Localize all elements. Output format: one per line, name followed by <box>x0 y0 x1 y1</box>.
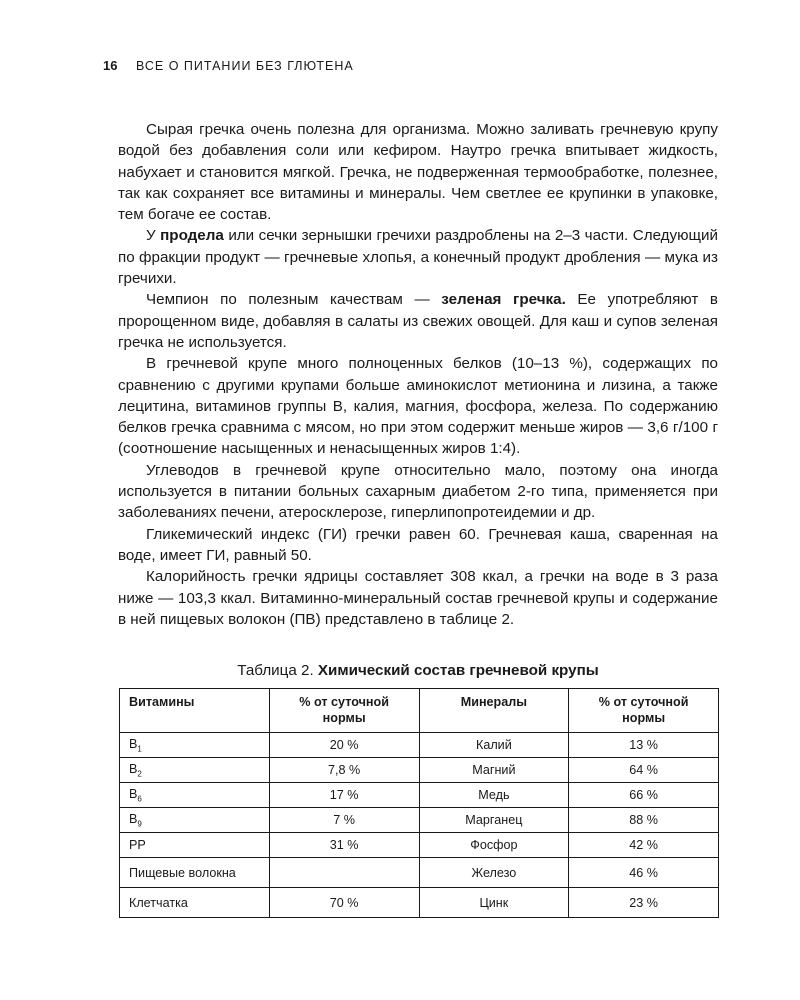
mineral-pct: 46 % <box>569 858 719 888</box>
vitamin-name <box>120 808 270 833</box>
mineral-pct: 66 % <box>569 783 719 808</box>
paragraph-text: Ее употребляют в пророщенном виде, добавляя в салаты из свежих овощей. Для каш и супов зеленая гречка не используется. <box>118 291 718 351</box>
body-text <box>118 119 718 630</box>
table-header-row <box>120 689 719 733</box>
running-head <box>103 58 354 73</box>
vitamin-subscript: 2 <box>137 769 142 779</box>
header-mineral-pct: % от суточной нормы <box>569 689 719 733</box>
header-minerals: Минералы <box>419 689 569 733</box>
vitamin-letter: B <box>129 736 138 751</box>
running-title: ВСЕ О ПИТАНИИ БЕЗ ГЛЮТЕНА <box>135 59 354 73</box>
fiber-name: Клетчатка <box>120 888 270 918</box>
paragraph-6: Гликемический индекс (ГИ) гречки равен 60. Гречневая каша, сваренная на воде, имеет ГИ, равный 50. <box>118 525 718 564</box>
vitamin-pct: 7,8 % <box>269 758 419 783</box>
page-number: 16 <box>103 58 118 73</box>
mineral-pct: 23 % <box>569 888 719 918</box>
table-caption <box>118 662 718 679</box>
vitamin-name <box>120 783 270 808</box>
vitamin-subscript: 9 <box>137 819 142 829</box>
paragraph-text: или сечки зернышки гречихи раздроблены на 2–3 части. Следующий по фракции продукт — гречневые хлопья, а конечный продукт дробления — мука из гречихи. <box>118 227 718 288</box>
paragraph-7: Калорийность гречки ядрицы составляет 308 ккал, а гречки на воде в 3 раза ниже — 103,3 ккал. Витаминно-минеральный состав гречневой крупы и содержание в ней пищевых волокон (ПВ) представлено в таблице 2. <box>118 568 718 628</box>
mineral-name: Марганец <box>419 808 569 833</box>
mineral-name: Магний <box>419 758 569 783</box>
header-vitamins: Витамины <box>120 689 270 733</box>
vitamin-subscript: 1 <box>137 744 142 754</box>
mineral-name: Железо <box>419 858 569 888</box>
vitamin-pct: 20 % <box>269 733 419 758</box>
table-row <box>120 783 719 808</box>
mineral-pct: 13 % <box>569 733 719 758</box>
table-row <box>120 833 719 858</box>
vitamin-letter: B <box>129 786 138 801</box>
table-row <box>120 733 719 758</box>
composition-table <box>119 688 719 918</box>
mineral-pct: 64 % <box>569 758 719 783</box>
mineral-name: Цинк <box>419 888 569 918</box>
vitamin-name <box>120 758 270 783</box>
paragraph-4: В гречневой крупе много полноценных белков (10–13 %), содержащих по сравнению с другими крупами больше аминокислот метионина и лизина, а также лецитина, витаминов группы B, калия, магния, фосфора, железа. По содержанию белков гречка сравнима с мясом, но при этом содержит меньше жиров — 3,6 г/100 г (соотношение насыщенных и ненасыщенных жиров 1:4). <box>118 355 718 458</box>
vitamin-name <box>120 733 270 758</box>
paragraph-2 <box>118 225 718 289</box>
mineral-name: Медь <box>419 783 569 808</box>
mineral-pct: 88 % <box>569 808 719 833</box>
vitamin-pct: 31 % <box>269 833 419 858</box>
table-caption-prefix: Таблица 2. <box>237 662 318 679</box>
table-row <box>120 888 719 918</box>
vitamin-letter: B <box>129 811 138 826</box>
paragraph-text: У <box>146 227 161 245</box>
vitamin-name: PP <box>120 833 270 858</box>
vitamin-subscript: 6 <box>137 794 142 804</box>
vitamin-pct: 17 % <box>269 783 419 808</box>
paragraph-1: Сырая гречка очень полезна для организма. Можно заливать гречневую крупу водой без добавления соли или кефиром. Наутро гречка впитывает жидкость, набухает и становится мягкой. Гречка, не подверженная термообработке, полезнее, так как сохраняет все витамины и минералы. Чем светлее ее крупинки в упаковке, тем богаче ее состав. <box>118 121 718 224</box>
table-caption-title: Химический состав гречневой крупы <box>317 662 599 679</box>
term-green-buckwheat: зеленая гречка. <box>441 291 566 309</box>
paragraph-3 <box>118 289 718 353</box>
paragraph-text: Чемпион по полезным качествам — <box>146 291 442 309</box>
vitamin-letter: B <box>129 761 138 776</box>
fiber-section-label: Пищевые волокна <box>120 858 270 888</box>
mineral-pct: 42 % <box>569 833 719 858</box>
table-row <box>120 758 719 783</box>
term-prodel: продела <box>160 227 224 245</box>
vitamin-pct: 7 % <box>269 808 419 833</box>
mineral-name: Калий <box>419 733 569 758</box>
paragraph-5: Углеводов в гречневой крупе относительно мало, поэтому она иногда используется в питании больных сахарным диабетом 2-го типа, применяется при заболеваниях печени, атеросклерозе, гиперлипопротеидемии и др. <box>118 461 718 522</box>
table-row <box>120 858 719 888</box>
fiber-pct: 70 % <box>269 888 419 918</box>
table-row <box>120 808 719 833</box>
header-vitamin-pct: % от суточной нормы <box>269 689 419 733</box>
mineral-name: Фосфор <box>419 833 569 858</box>
vitamin-pct <box>269 858 419 888</box>
